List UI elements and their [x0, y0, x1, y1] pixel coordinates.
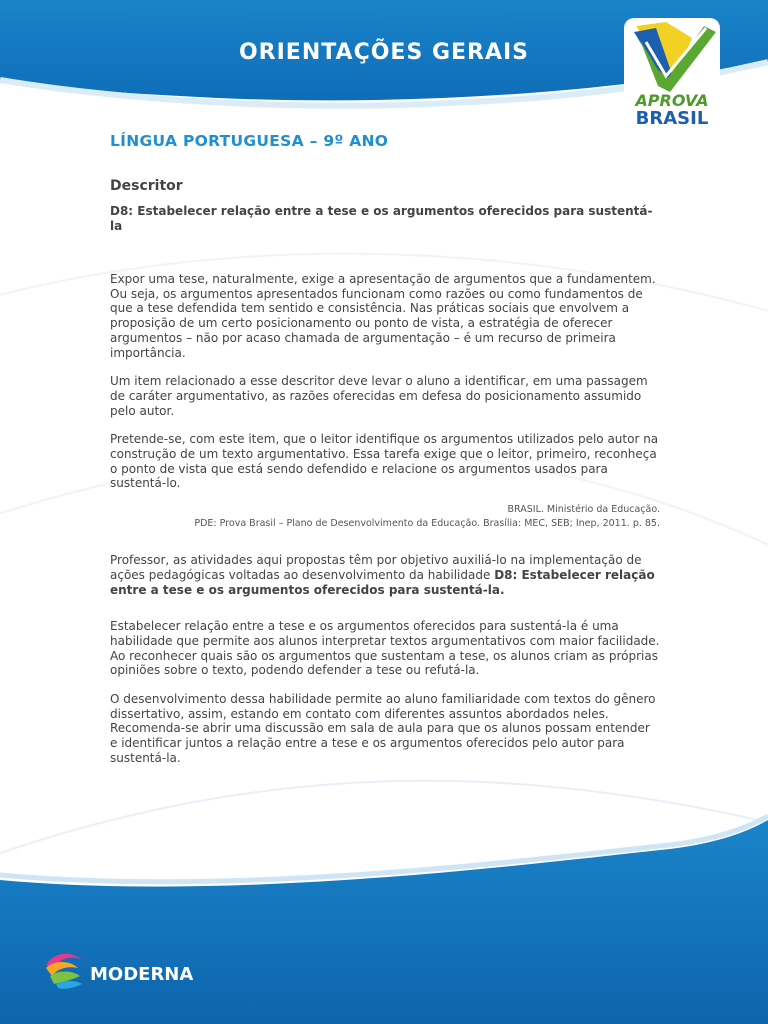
- citation-line-1: BRASIL. Ministério da Educação.: [507, 504, 660, 516]
- descritor-heading: D8: Estabelecer relação entre a tese e os argumentos oferecidos para sustentá-la: [110, 204, 653, 233]
- aprova-text: APROVA: [635, 91, 709, 110]
- descritor-label: Descritor: [110, 178, 183, 194]
- paragraph-4: [110, 553, 660, 597]
- citation: [110, 503, 660, 531]
- brasil-text: BRASIL: [635, 108, 709, 129]
- subject-title: LÍNGUA PORTUGUESA – 9º ANO: [110, 132, 389, 150]
- page-title: ORIENTAÇÕES GERAIS: [238, 40, 530, 65]
- moderna-logo: [42, 946, 202, 992]
- moderna-text: MODERNA: [90, 964, 194, 985]
- paragraph-1: Expor uma tese, naturalmente, exige a apresentação de argumentos que a fundamentem. Ou seja, os argumentos apresentados funcionam como razões ou como fundamentos de que a tese defendida tem sentido e consistência. Nas práticas sociais que envolvem a proposição de um certo posicionamento ou ponto de vista, a estratégia de oferecer argumentos – não por acaso chamada de argumentação – é um recurso de primeira importância.: [110, 272, 656, 360]
- paragraph-4-intro: Professor, as atividades aqui propostas têm por objetivo auxiliá-lo na implementação de ações pedagógicas voltadas ao desenvolvimento da habilidade: [110, 553, 642, 582]
- paragraph-5: Estabelecer relação entre a tese e os argumentos oferecidos para sustentá-la é uma habilidade que permite aos alunos interpretar textos argumentativos com maior facilidade. Ao reconhecer quais são os argumentos que sustentam a tese, os alunos criam as próprias opiniões sobre o texto, podendo defender a tese ou refutá-la.: [110, 619, 660, 678]
- citation-line-2: PDE: Prova Brasil – Plano de Desenvolvimento da Educação. Brasília: MEC, SEB; Inep, 2011. p. 85.: [194, 518, 660, 530]
- paragraph-6: O desenvolvimento dessa habilidade permite ao aluno familiaridade com textos do gênero dissertativo, assim, estando em contato com diferentes assuntos abordados neles. Recomenda-se abrir uma discussão em sala de aula para que os alunos possam entender e identificar juntos a relação entre a tese e os argumentos oferecidos pelo autor para sustentá-la.: [110, 692, 656, 765]
- aprova-brasil-logo: [618, 12, 726, 134]
- paragraph-3: Pretende-se, com este item, que o leitor identifique os argumentos utilizados pelo autor na construção de um texto argumentativo. Essa tarefa exige que o leitor, primeiro, reconheça o ponto de vista que está sendo defendido e relacione os argumentos usados para sustentá-lo.: [110, 432, 659, 491]
- main-content: [110, 128, 660, 766]
- paragraph-2: Um item relacionado a esse descritor deve levar o aluno a identificar, em uma passagem de caráter argumentativo, as razões oferecidas em defesa do posicionamento assumido pelo autor.: [110, 374, 648, 418]
- paragraph-4-bold: D8: Estabelecer relação entre a tese e os argumentos oferecidos para sustentá-la.: [110, 567, 655, 597]
